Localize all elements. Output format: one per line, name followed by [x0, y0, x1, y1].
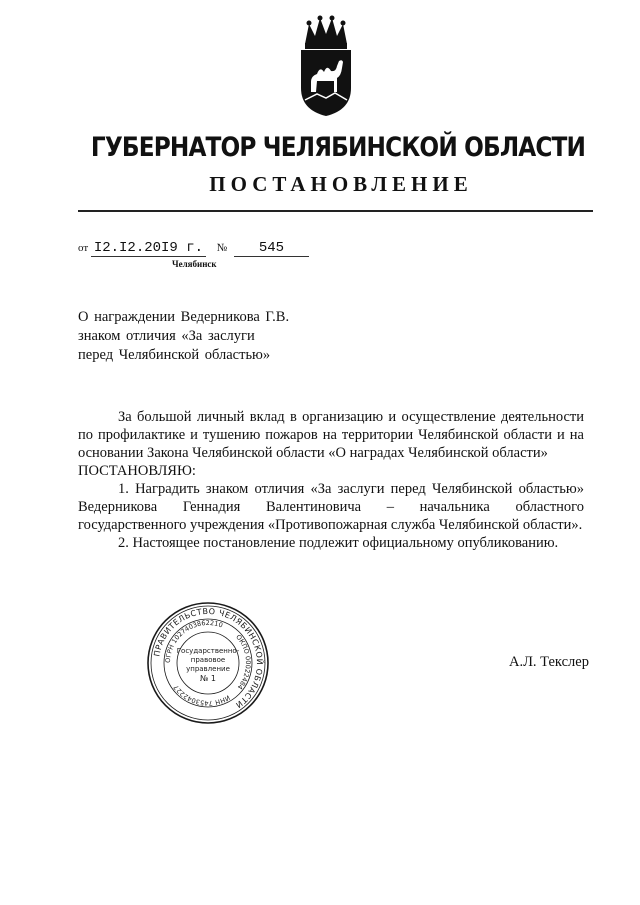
decree-item-2: 2. Настоящее постановление подлежит официальному опубликованию.	[118, 535, 559, 551]
city-label: Челябинск	[172, 259, 217, 269]
stamp-okpo: ОКПО 00022484	[234, 633, 253, 691]
governor-title: ГУБЕРНАТОР ЧЕЛЯБИНСКОЙ ОБЛАСТИ	[90, 132, 586, 163]
stamp-center-line: № 1	[200, 674, 216, 683]
svg-text:ИНН 7453042227	[172, 683, 231, 707]
chelyabinsk-coat-of-arms-icon	[293, 14, 359, 118]
number-label: №	[216, 242, 228, 254]
subject-line: О награждении Ведерникова Г.В.	[78, 309, 290, 325]
decree-meta	[78, 240, 309, 257]
preamble-paragraph: За большой личный вклад в организацию и осуществление деятельности по профилактике и тушению пожаров на территории Челябинской области и на основании Закона Челябинской области «О наградах Челябинской области»	[78, 409, 584, 461]
stamp-outer-text: ПРАВИТЕЛЬСТВО ЧЕЛЯБИНСКОЙ ОБЛАСТИ	[152, 606, 265, 710]
subject-line: знаком отличия «За заслуги	[78, 328, 255, 344]
header-divider	[78, 210, 593, 212]
stamp-center-line: правовое	[190, 656, 226, 664]
decree-number: 545	[234, 240, 309, 257]
stamp-ogrn: ОГРН 1027403862210	[163, 618, 224, 664]
decree-item-1: 1. Наградить знаком отличия «За заслуги перед Челябинской областью» Ведерникова Геннадия Валентиновича – начальника областного государственного учреждения «Противопожарная служба Челябинской области».	[78, 481, 584, 533]
svg-text:ОКПО 00022484	[234, 633, 252, 691]
stamp-center-line: управление	[186, 665, 230, 673]
date-label: от	[78, 242, 89, 254]
stamp-inn: ИНН 7453042227	[171, 683, 232, 708]
signatory-name: А.Л. Текслер	[509, 654, 589, 670]
decree-date: I2.I2.20I9 г.	[91, 240, 206, 257]
subject-line: перед Челябинской областью»	[78, 347, 271, 363]
stamp-center-line: Государственно-	[176, 647, 240, 655]
decree-body	[78, 408, 584, 552]
decree-word: ПОСТАНОВЛЯЮ:	[78, 463, 196, 479]
official-stamp-seal	[146, 601, 270, 725]
decree-subject	[78, 308, 289, 365]
decree-title: ПОСТАНОВЛЕНИЕ	[209, 172, 473, 196]
